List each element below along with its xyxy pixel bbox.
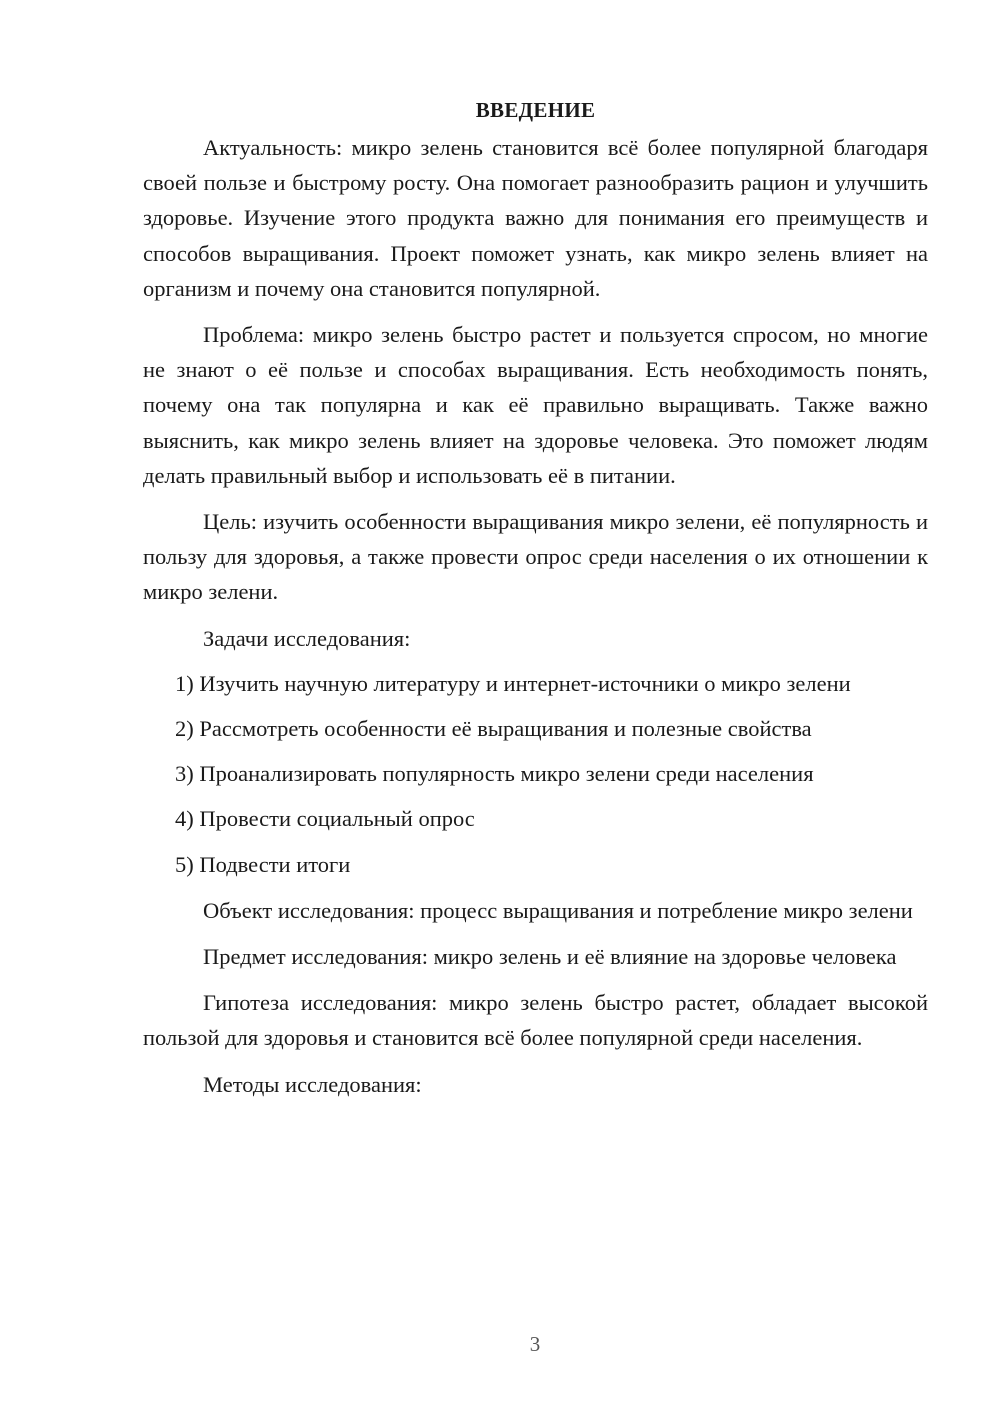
methods-heading: Методы исследования: <box>203 1071 422 1097</box>
page-number: 3 <box>529 1332 541 1356</box>
tasks-heading: Задачи исследования: <box>203 625 411 651</box>
list-item: 5) Подвести итоги <box>175 851 351 877</box>
list-item: 1) Изучить научную литературу и интернет-источники о микро зелени <box>175 670 851 696</box>
list-item: 3) Проанализировать популярность микро зелени среди населения <box>175 761 814 787</box>
tasks-list <box>143 666 928 882</box>
goal-paragraph: Цель: изучить особенности выращивания микро зелени, её популярность и пользу для здоровья, а также провести опрос среди населения о их отношении к микро зелени. <box>143 509 928 605</box>
object-paragraph: Объект исследования: процесс выращивания и потребление микро зелени <box>203 897 913 923</box>
list-item: 2) Рассмотреть особенности её выращивания и полезные свойства <box>175 716 812 742</box>
hypothesis-paragraph: Гипотеза исследования: микро зелень быстро растет, обладает высокой пользой для здоровья и становится всё более популярной среди населения. <box>143 990 928 1051</box>
problem-paragraph: Проблема: микро зелень быстро растет и пользуется спросом, но многие не знают о её пользе и способах выращивания. Есть необходимость понять, почему она так популярна и как её правильно выращивать. Также важно выяснить, как микро зелень влияет на здоровье человека. Это поможет людям делать правильный выбор и использовать её в питании. <box>143 322 928 488</box>
subject-paragraph: Предмет исследования: микро зелень и её влияние на здоровье человека <box>203 944 897 970</box>
relevance-paragraph: Актуальность: микро зелень становится всё более популярной благодаря своей пользе и быстрому росту. Она помогает разнообразить рацион и улучшить здоровье. Изучение этого продукта важно для понимания его преимуществ и способов выращивания. Проект поможет узнать, как микро зелень влияет на организм и почему она становится популярной. <box>143 135 928 301</box>
page-title: ВВЕДЕНИЕ <box>475 98 596 122</box>
page-content <box>143 92 928 1102</box>
list-item: 4) Провести социальный опрос <box>175 806 475 832</box>
